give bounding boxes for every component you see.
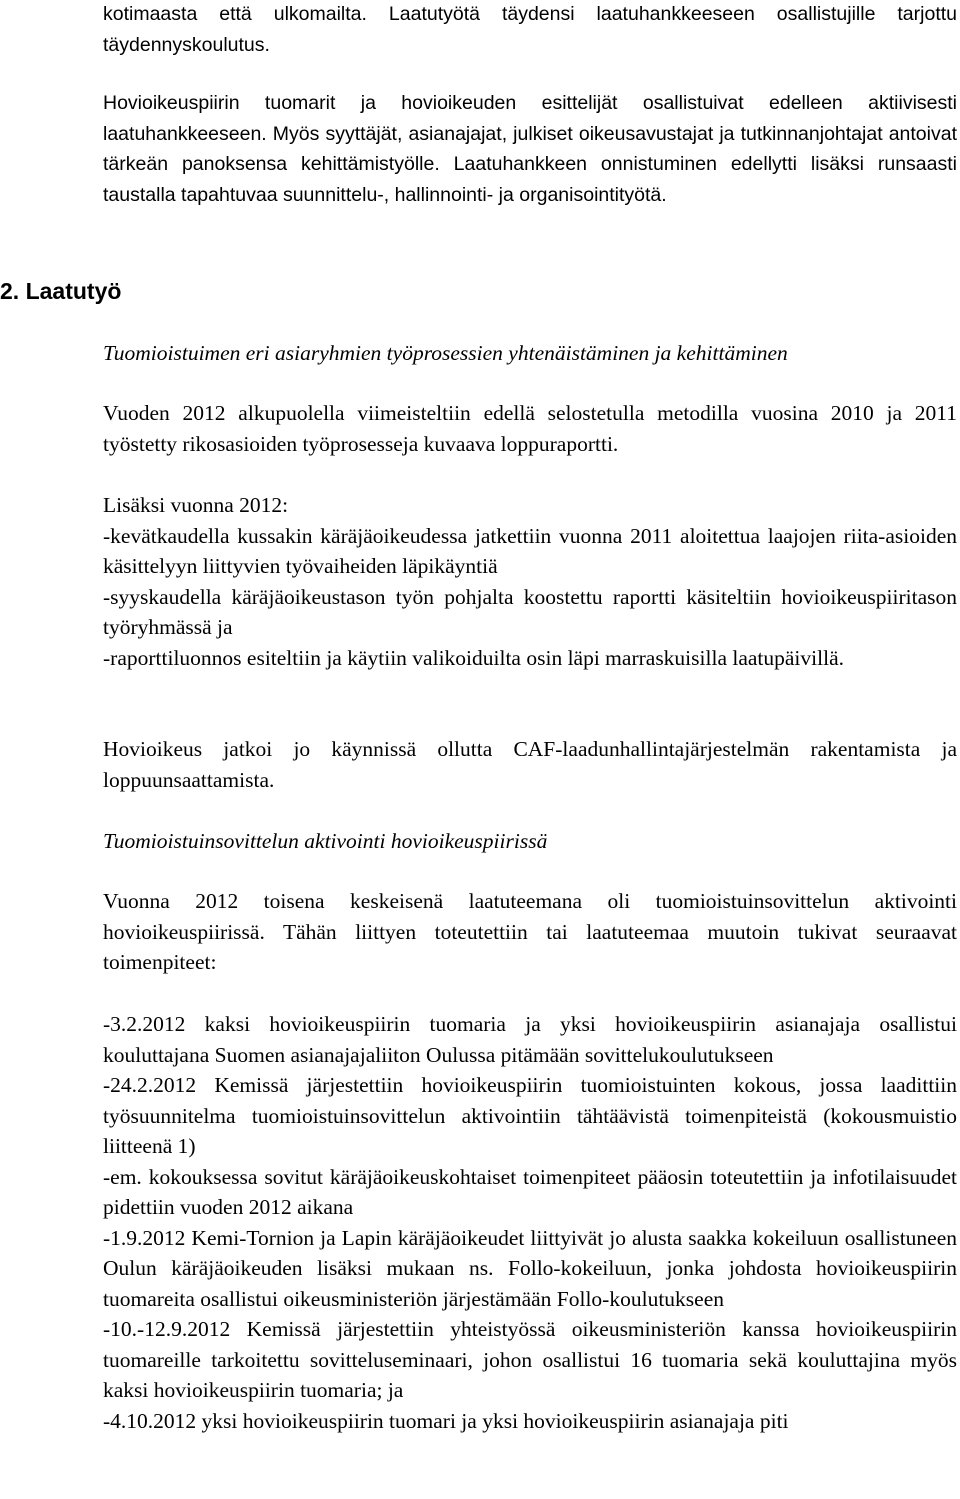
list-item: -kevätkaudella kussakin käräjäoikeudessa jatkettiin vuonna 2011 aloitettua laajojen riita-asioiden käsittelyyn liittyvien työvaiheiden läpikäyntiä bbox=[103, 523, 957, 578]
list-item: -em. kokouksessa sovitut käräjäoikeuskohtaiset toimenpiteet pääosin toteutettiin ja infotilaisuudet pidettiin vuoden 2012 aikana bbox=[103, 1164, 957, 1219]
list-item: -4.10.2012 yksi hovioikeuspiirin tuomari ja yksi hovioikeuspiirin asianajaja piti bbox=[103, 1408, 789, 1433]
subsection-2-paragraph-1: Vuonna 2012 toisena keskeisenä laatuteemana oli tuomioistuinsovittelun aktivointi hovioikeuspiirissä. Tähän liittyen toteutettiin tai laatuteemaa muutoin tukivat seuraavat toimenpiteet: bbox=[103, 889, 957, 974]
list-intro: Lisäksi vuonna 2012: bbox=[103, 493, 289, 517]
list-item: -10.-12.9.2012 Kemissä järjestettiin yhteistyössä oikeusministeriön kanssa hovioikeuspiirin tuomareille tarkoitettu sovitteluseminaari, johon osallistui 16 tuomaria sekä kouluttajina myös kaksi hovioikeuspiirin tuomaria; ja bbox=[103, 1317, 957, 1402]
subsection-1-paragraph-1: Vuoden 2012 alkupuolella viimeisteltiin edellä selostetulla metodilla vuosina 2010 ja 2011 työstetty rikosasioiden työprosesseja kuvaava loppuraportti. bbox=[103, 401, 957, 456]
list-item: -1.9.2012 Kemi-Tornion ja Lapin käräjäoikeudet liittyivät jo alusta saakka kokeiluun osallistuneen Oulun käräjäoikeuden lisäksi mukaan ns. Follo-kokeiluun, jonka johdosta hovioikeuspiirin tuomareita osallistui oikeusministeriön järjestämään Follo-koulutukseen bbox=[103, 1225, 957, 1311]
list-item: -syyskaudella käräjäoikeustason työn pohjalta koostettu raportti käsiteltiin hovioikeuspiiritason työryhmässä ja bbox=[103, 584, 957, 639]
section-heading: 2. Laatutyö bbox=[0, 278, 122, 304]
list-item: -3.2.2012 kaksi hovioikeuspiirin tuomaria ja yksi hovioikeuspiirin asianajaja osallistui kouluttajana Suomen asianajajaliiton Oulussa pitämään sovittelukoulutukseen bbox=[103, 1012, 957, 1067]
subsection-2-title: Tuomioistuinsovittelun aktivointi hovioikeuspiirissä bbox=[103, 829, 548, 853]
subsection-1-title: Tuomioistuimen eri asiaryhmien työprosessien yhtenäistäminen ja kehittäminen bbox=[103, 341, 788, 365]
list-item: -raporttiluonnos esiteltiin ja käytiin valikoiduilta osin läpi marraskuisilla laatupäivillä. bbox=[103, 645, 844, 670]
list-item: -24.2.2012 Kemissä järjestettiin hovioikeuspiirin tuomioistuinten kokous, jossa laadittiin työsuunnitelma tuomioistuinsovittelun aktivointiin tähtäävistä toimenpiteistä (kokousmuistio liitteenä 1) bbox=[103, 1073, 957, 1158]
subsection-1-list bbox=[103, 490, 957, 673]
intro-paragraph-2: Hovioikeuspiirin tuomarit ja hovioikeuden esittelijät osallistuivat edelleen aktiivisesti laatuhankkeeseen. Myös syyttäjät, asianajajat, julkiset oikeusavustajat ja tutkinnanjohtajat antoivat tärkeän panoksensa kehittämistyölle. Laatuhankkeen onnistuminen edellytti lisäksi runsaasti taustalla tapahtuvaa suunnittelu-, hallinnointi- ja organisointityötä. bbox=[103, 92, 957, 206]
subsection-1-paragraph-2: Hovioikeus jatkoi jo käynnissä ollutta CAF-laadunhallintajärjestelmän rakentamista ja loppuunsaattamista. bbox=[103, 737, 957, 792]
subsection-2-list bbox=[103, 1009, 957, 1436]
intro-paragraph-1: kotimaasta että ulkomailta. Laatutyötä täydensi laatuhankkeeseen osallistujille tarjottu täydennyskoulutus. bbox=[103, 3, 957, 56]
